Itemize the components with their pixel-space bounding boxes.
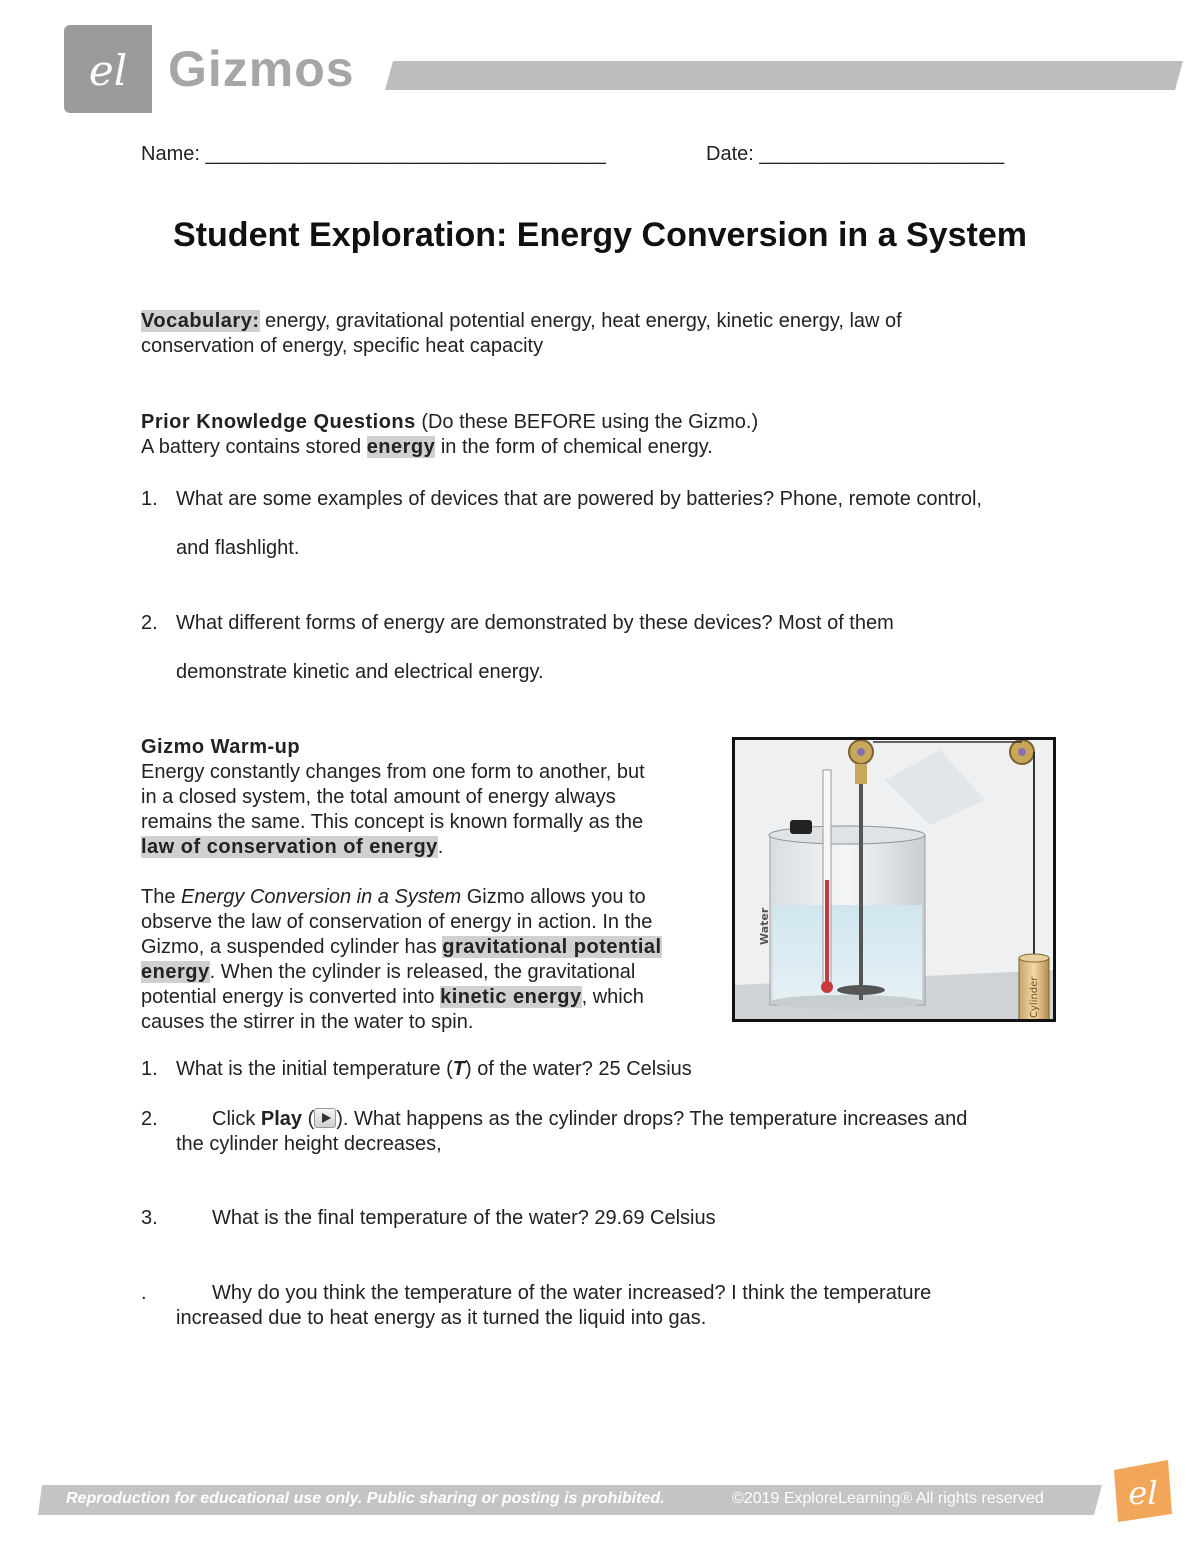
energy-term: energy [366, 436, 436, 458]
warmup-p1-line-1: Energy constantly changes from one form to another, but [141, 761, 645, 783]
warmup-q2-line-1 [212, 1107, 967, 1132]
brand-logo [64, 25, 152, 113]
beaker-base [770, 995, 924, 1009]
cylinder-pulley-hub [1018, 748, 1026, 756]
warmup-p1-line-2: in a closed system, the total amount of energy always [141, 786, 616, 808]
warmup-q4-line-1: Why do you think the temperature of the water increased? I think the temperature [212, 1282, 932, 1304]
gravitational-potential-term-cont: energy [141, 961, 210, 983]
warmup-q1-pre: What is the initial temperature ( [176, 1058, 453, 1080]
warmup-p2-line-5-end: , which [581, 986, 644, 1008]
gizmo-apparatus-figure [732, 737, 1056, 1022]
header-bar [385, 61, 1183, 90]
warmup-q2-paren: ( [302, 1108, 315, 1130]
play-label: Play [260, 1108, 303, 1130]
play-button-icon [314, 1108, 336, 1128]
prior-q1-line-1: What are some examples of devices that are powered by batteries? Phone, remote control, [176, 488, 982, 510]
prior-intro-end: in the form of chemical energy. [435, 436, 713, 458]
law-of-conservation-term: law of conservation of energy [141, 836, 438, 858]
warmup-q2-answer: ). What happens as the cylinder drops? The temperature increases and [336, 1108, 968, 1130]
warmup-q4-line-2: increased due to heat energy as it turned the liquid into gas. [176, 1307, 707, 1329]
svg-text:el: el [88, 46, 128, 95]
thermometer-bulb [821, 981, 833, 993]
svg-text:el: el [1128, 1474, 1158, 1512]
vocabulary-line-1: energy, gravitational potential energy, heat energy, kinetic energy, law of [259, 310, 902, 332]
cylinder-top [1019, 954, 1049, 962]
temperature-variable: T [452, 1058, 465, 1080]
gizmo-title-italic: Energy Conversion in a System [181, 886, 462, 908]
warmup-q1-number: 1. [141, 1058, 158, 1080]
vocabulary-line-2: conservation of energy, specific heat capacity [141, 335, 544, 357]
prior-q2-number: 2. [141, 612, 158, 634]
name-field[interactable]: Name: ____________________________________ [141, 143, 606, 165]
warmup-q1-answer: ) of the water? 25 Celsius [465, 1058, 692, 1080]
stirrer-paddle [837, 985, 885, 995]
stirrer-pulley-hub [857, 748, 865, 756]
warmup-p1-end: . [437, 836, 444, 858]
warmup-section [141, 735, 721, 1035]
vocabulary-label: Vocabulary: [141, 310, 260, 332]
warmup-p2-line-2: observe the law of conservation of energy in action. In the [141, 911, 653, 933]
prior-heading: Prior Knowledge Questions [141, 411, 416, 433]
warmup-q3-number: 3. [141, 1207, 158, 1229]
warmup-p1-line-3: remains the same. This concept is known formally as the [141, 811, 644, 833]
prior-knowledge-section [141, 410, 1061, 460]
warmup-q4-number: . [141, 1282, 147, 1304]
gravitational-potential-term: gravitational potential [442, 936, 662, 958]
stirrer-clamp [855, 764, 867, 784]
warmup-p2-line-6: causes the stirrer in the water to spin. [141, 1011, 474, 1033]
warmup-q2-number: 2. [141, 1108, 158, 1130]
footer-el-logo-icon [1106, 1456, 1176, 1526]
prior-intro-text: A battery contains stored [141, 436, 367, 458]
warmup-p2-pre: The [141, 886, 182, 908]
prior-note: (Do these BEFORE using the Gizmo.) [415, 411, 759, 433]
footer-copyright: ©2019 ExploreLearning® All rights reserved [732, 1490, 1044, 1507]
prior-q1-number: 1. [141, 488, 158, 510]
warmup-q3-text: What is the final temperature of the water? 29.69 Celsius [212, 1207, 716, 1229]
warmup-p2-line-1-end: Gizmo allows you to [461, 886, 646, 908]
el-logo-icon [64, 25, 152, 113]
warmup-q1-text [176, 1057, 692, 1082]
water-label: Water [758, 907, 771, 945]
prior-q1-line-2: and flashlight. [176, 537, 300, 559]
prior-q2-line-2: demonstrate kinetic and electrical energy. [176, 661, 544, 683]
kinetic-energy-term: kinetic energy [440, 986, 582, 1008]
warmup-p2-line-5: potential energy is converted into [141, 986, 441, 1008]
stirrer-rod [859, 750, 863, 1000]
date-field[interactable]: Date: ______________________ [706, 143, 1005, 165]
footer-disclaimer: Reproduction for educational use only. Public sharing or posting is prohibited. [66, 1490, 665, 1507]
warmup-p2-line-4: . When the cylinder is released, the gravitational [209, 961, 636, 983]
cylinder-label: Cylinder [1029, 976, 1040, 1018]
lid-knob [790, 820, 812, 834]
prior-q2-line-1: What different forms of energy are demonstrated by these devices? Most of them [176, 612, 894, 634]
warmup-p2-line-3: Gizmo, a suspended cylinder has [141, 936, 443, 958]
warmup-heading: Gizmo Warm-up [141, 736, 301, 758]
page-title: Student Exploration: Energy Conversion in a System [173, 216, 1027, 254]
warmup-q2-pre: Click [212, 1108, 261, 1130]
warmup-q2-line-2: the cylinder height decreases, [176, 1133, 442, 1155]
vocabulary-section [141, 309, 1041, 359]
brand-name: Gizmos [168, 41, 355, 97]
thermometer-fluid [825, 880, 829, 985]
